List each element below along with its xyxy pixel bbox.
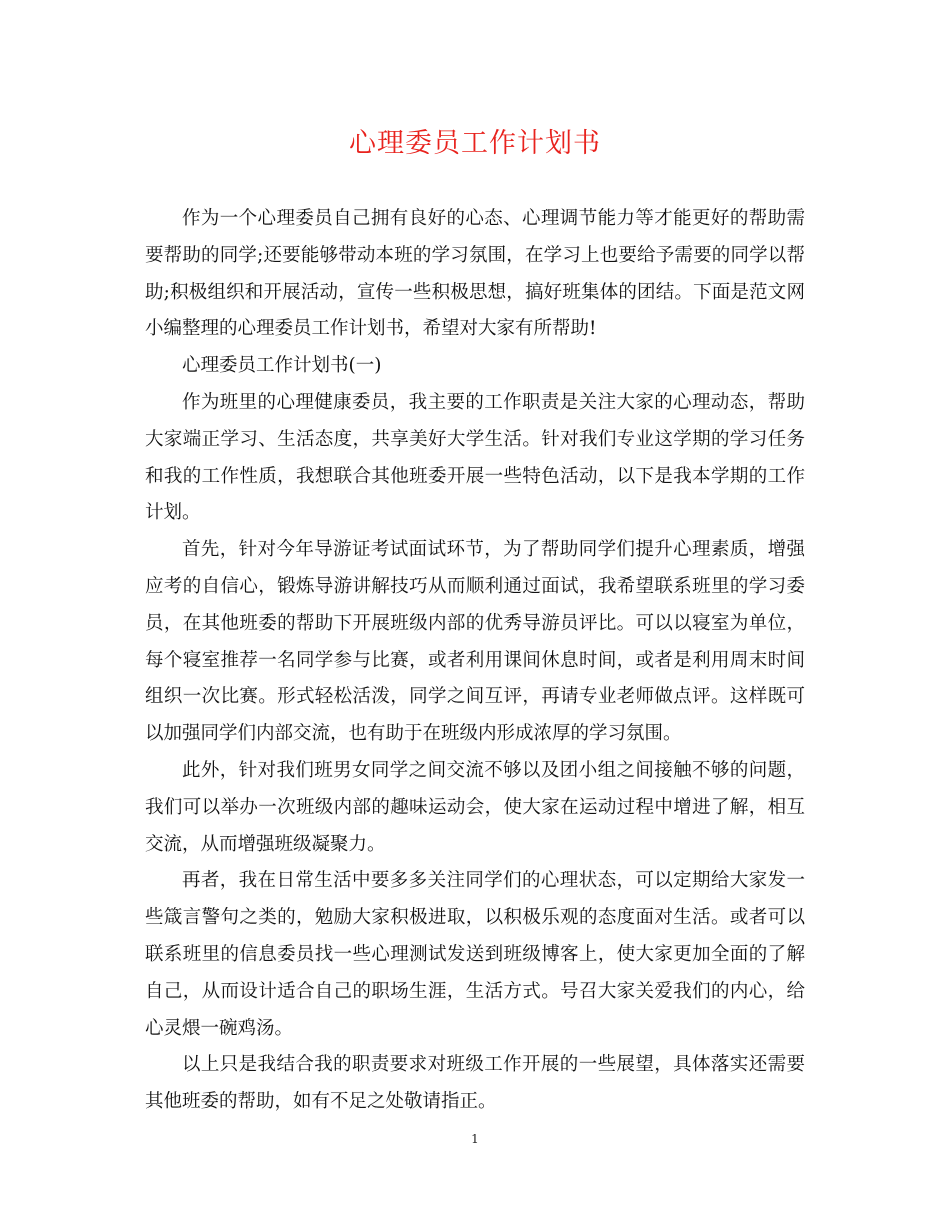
section-heading: 心理委员工作计划书(一)	[182, 355, 382, 377]
body-paragraph: 再者，我在日常生活中要多多关注同学们的心理状态，可以定期给大家发一些箴言警句之类的，勉励大家积极进取，以积极乐观的态度面对生活。或者可以联系班里的信息委员找一些心理测试发送到班级博客上，使大家更加全面的了解自己，从而设计适合自己的职场生涯，生活方式。号召大家关爱我们的内心，给心灵煨一碗鸡汤。	[145, 870, 805, 1039]
intro-paragraph: 作为一个心理委员自己拥有良好的心态、心理调节能力等才能更好的帮助需要帮助的同学;还要能够带动本班的学习氛围，在学习上也要给予需要的同学以帮助;积极组织和开展活动，宣传一些积极思想，搞好班集体的团结。下面是范文网小编整理的心理委员工作计划书，希望对大家有所帮助!	[145, 208, 805, 340]
page-number: 1	[471, 1132, 479, 1146]
document-title: 心理委员工作计划书	[349, 128, 601, 159]
body-paragraph: 作为班里的心理健康委员，我主要的工作职责是关注大家的心理动态，帮助大家端正学习、生活态度，共享美好大学生活。针对我们专业这学期的学习任务和我的工作性质，我想联合其他班委开展一些特色活动，以下是我本学期的工作计划。	[145, 391, 805, 524]
body-paragraph: 此外，针对我们班男女同学之间交流不够以及团小组之间接触不够的问题，我们可以举办一次班级内部的趣味运动会，使大家在运动过程中增进了解，相互交流，从而增强班级凝聚力。	[145, 759, 805, 855]
body-paragraph: 首先，针对今年导游证考试面试环节，为了帮助同学们提升心理素质，增强应考的自信心，锻炼导游讲解技巧从而顺利通过面试，我希望联系班里的学习委员，在其他班委的帮助下开展班级内部的优秀导游员评比。可以以寝室为单位，每个寝室推荐一名同学参与比赛，或者利用课间休息时间，或者是利用周末时间组织一次比赛。形式轻松活泼，同学之间互评，再请专业老师做点评。这样既可以加强同学们内部交流，也有助于在班级内形成浓厚的学习氛围。	[145, 539, 805, 745]
document-body	[145, 201, 805, 1121]
closing-paragraph: 以上只是我结合我的职责要求对班级工作开展的一些展望，具体落实还需要其他班委的帮助，如有不足之处敬请指正。	[145, 1054, 805, 1113]
